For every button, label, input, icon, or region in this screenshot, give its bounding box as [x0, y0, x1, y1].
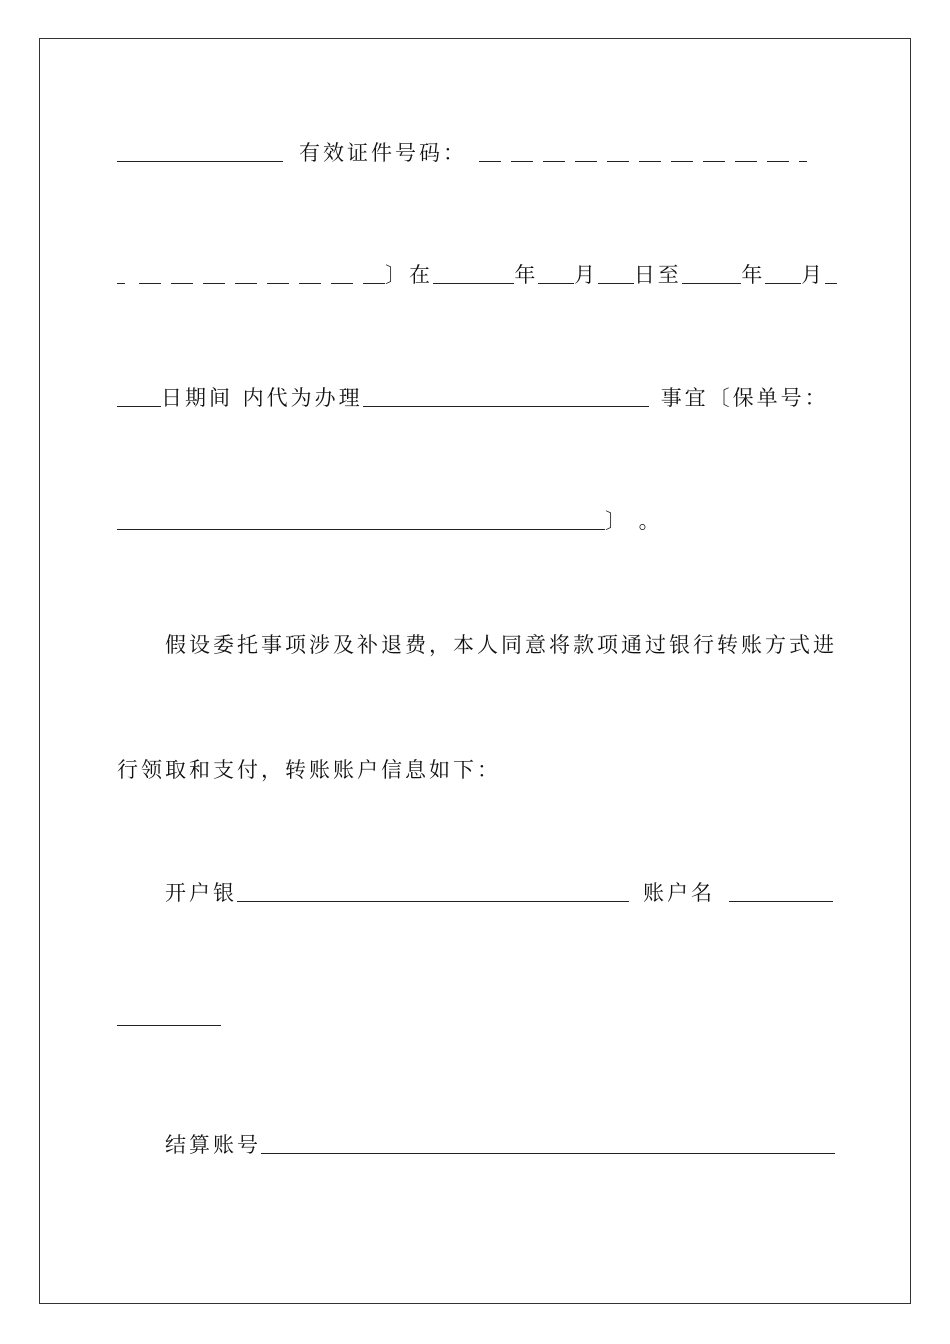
id-number-line: [117, 138, 837, 168]
start-month-blank[interactable]: [538, 282, 574, 284]
bracket-close-at: 〕在: [385, 263, 433, 287]
end-day-blank[interactable]: [825, 282, 837, 284]
matter-blank[interactable]: [363, 405, 649, 407]
id-label: 有效证件号码：: [299, 141, 467, 165]
end-month-blank[interactable]: [765, 282, 801, 284]
year-label-2: 年: [741, 263, 766, 287]
period-label: 日期间 内代为办理: [161, 386, 363, 410]
policy-number-line: [117, 506, 837, 536]
account-name-label: 账户名: [643, 881, 715, 905]
account-number-blank[interactable]: [261, 1152, 835, 1154]
end-day-blank-cont[interactable]: [117, 405, 161, 407]
start-day-blank[interactable]: [598, 282, 634, 284]
account-name-blank-cont[interactable]: [117, 1024, 221, 1026]
refund-paragraph-b: 行领取和支付，转账账户信息如下：: [117, 758, 501, 782]
bank-blank[interactable]: [237, 900, 629, 902]
paragraph-line-2: [117, 755, 837, 785]
matter-label: 事宜〔保单号：: [660, 386, 829, 410]
refund-paragraph-a: 假设委托事项涉及补退费，本人同意将款项通过银行转账方式进: [165, 633, 837, 657]
date-range-line: [117, 260, 837, 290]
id-number-dashes[interactable]: [479, 161, 807, 168]
day-to-label: 日至: [633, 263, 682, 287]
policy-number-blank[interactable]: [117, 528, 605, 530]
bank-line: [165, 878, 837, 908]
start-year-blank[interactable]: [433, 282, 514, 284]
account-number-line: [165, 1130, 837, 1160]
year-label-1: 年: [514, 263, 539, 287]
policy-close: 〕 。: [605, 509, 663, 533]
account-number-label: 结算账号: [165, 1133, 261, 1157]
paragraph-line-1: [165, 630, 837, 660]
bank-label: 开户银: [165, 881, 237, 905]
matter-line: [117, 383, 837, 413]
name-blank[interactable]: [117, 160, 283, 162]
month-label-1: 月: [574, 263, 599, 287]
account-name-cont-line: [117, 1002, 837, 1032]
id-number-dashes-cont[interactable]: [117, 283, 385, 290]
end-year-blank[interactable]: [682, 282, 742, 284]
account-name-blank[interactable]: [729, 900, 833, 902]
month-label-2: 月: [801, 263, 826, 287]
page-frame: [39, 38, 911, 1304]
